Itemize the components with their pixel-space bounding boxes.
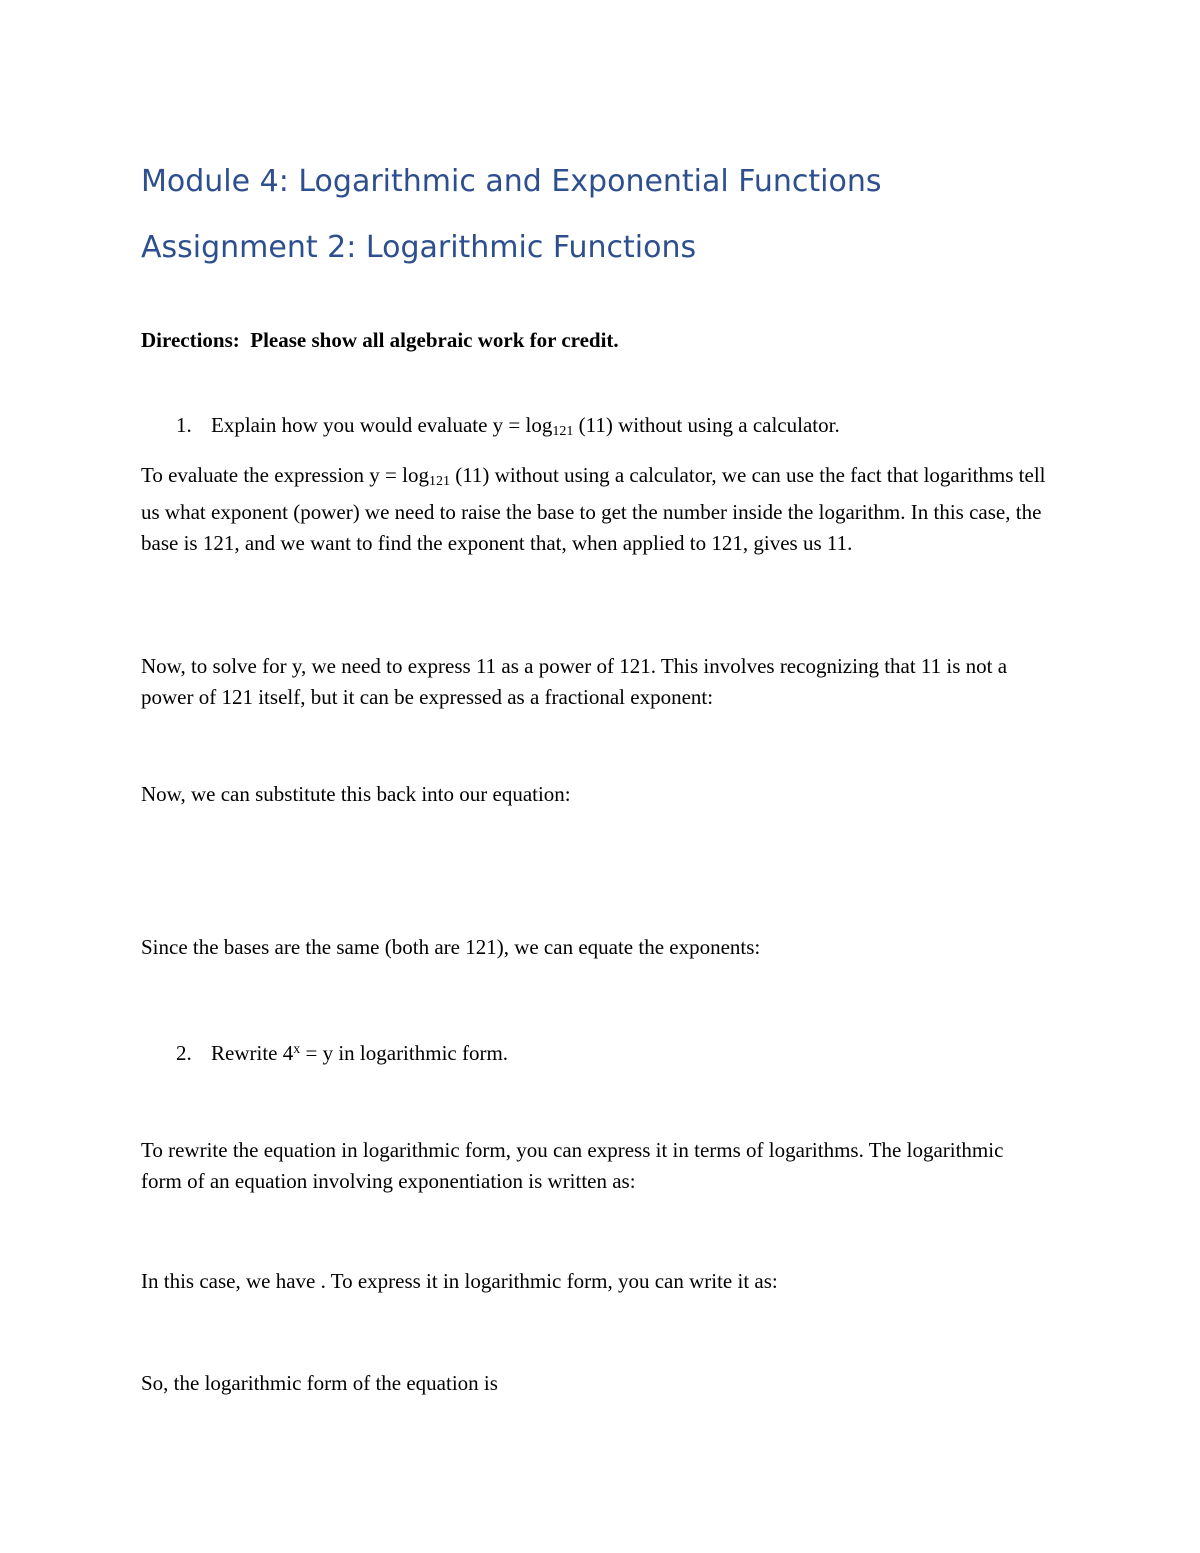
answer-1-paragraph-3: Now, we can substitute this back into our equation: <box>141 782 571 806</box>
answer-1-paragraph-4: Since the bases are the same (both are 121), we can equate the exponents: <box>141 935 761 959</box>
question-2-number: 2. <box>176 1041 192 1065</box>
directions-text: Please show all algebraic work for credit. <box>250 328 619 352</box>
module-title: Module 4: Logarithmic and Exponential Functions <box>141 164 882 199</box>
directions <box>141 325 1046 356</box>
directions-label: Directions: <box>141 328 240 352</box>
answer-1-p1-before: To evaluate the expression y = log <box>141 463 429 487</box>
question-1-text-after: (11) without using a calculator. <box>573 413 840 437</box>
answer-2-paragraph-1: To rewrite the equation in logarithmic form, you can express it in terms of logarithms. The logarithmic form of an equation involving exponentiation is written as: <box>141 1138 1004 1193</box>
question-2-text-after: = y in logarithmic form. <box>300 1041 509 1065</box>
question-1-subscript: 121 <box>552 424 574 439</box>
answer-2-paragraph-3: So, the logarithmic form of the equation is <box>141 1371 498 1395</box>
question-1 <box>176 410 840 447</box>
answer-1-paragraph-2: Now, to solve for y, we need to express 11 as a power of 121. This involves recognizing that 11 is not a power of 121 itself, but it can be expressed as a fractional exponent: <box>141 654 1008 709</box>
answer-1-paragraph-1 <box>141 460 1046 559</box>
question-1-text-before: Explain how you would evaluate y = log <box>211 413 553 437</box>
answer-2-paragraph-2: In this case, we have . To express it in logarithmic form, you can write it as: <box>141 1269 778 1293</box>
question-2 <box>176 1034 508 1069</box>
question-1-number: 1. <box>176 413 192 437</box>
answer-1-p1-after: (11) without using a calculator, we can use the fact that logarithms tell us what exponent (power) we need to raise the base to get the number inside the logarithm. In this case, the base is 121, and we want to find the exponent that, when applied to 121, gives us 11. <box>141 463 1046 555</box>
question-2-text-before: Rewrite 4 <box>211 1041 294 1065</box>
answer-1-p1-subscript: 121 <box>428 474 450 489</box>
assignment-title: Assignment 2: Logarithmic Functions <box>141 230 697 265</box>
question-2-superscript: x <box>293 1042 301 1057</box>
